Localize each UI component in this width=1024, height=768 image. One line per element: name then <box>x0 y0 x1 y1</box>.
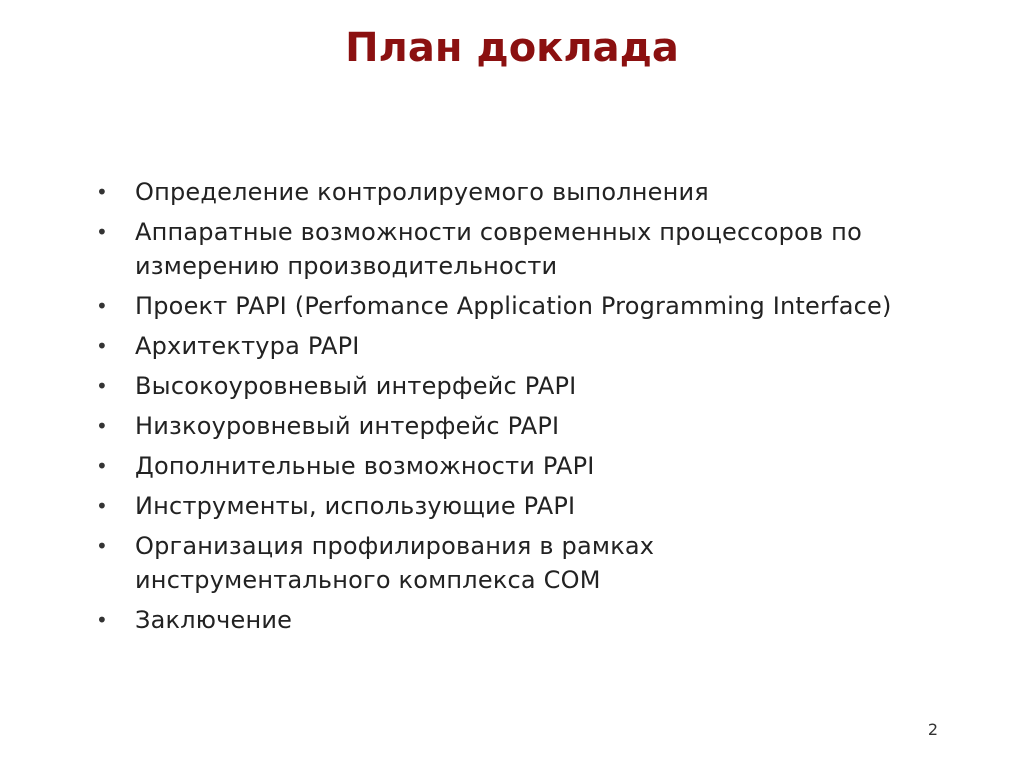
list-item <box>96 215 916 283</box>
list-item-text: Инструменты, использующие PAPI <box>135 492 576 520</box>
bullet-icon: • <box>96 334 108 358</box>
list-item-text: Архитектура PAPI <box>135 332 360 360</box>
list-item-text: Организация профилирования в рамках инструментального комплекса СОМ <box>135 532 655 594</box>
slide-title: План доклада <box>345 25 679 71</box>
list-item-text: Определение контролируемого выполнения <box>135 178 709 206</box>
list-item <box>96 289 916 323</box>
list-item-text: Дополнительные возможности PAPI <box>135 452 595 480</box>
list-item <box>96 329 916 363</box>
list-item-text: Высокоуровневый интерфейс PAPI <box>135 372 577 400</box>
bullet-icon: • <box>96 220 108 244</box>
agenda-list <box>96 175 916 643</box>
list-item <box>96 603 916 637</box>
bullet-icon: • <box>96 534 108 558</box>
bullet-icon: • <box>96 374 108 398</box>
list-item <box>96 449 916 483</box>
list-item-text: Аппаратные возможности современных процессоров по измерению производительности <box>135 218 862 280</box>
list-item-text: Заключение <box>135 606 293 634</box>
page-number: 2 <box>927 720 938 739</box>
list-item <box>96 175 916 209</box>
list-item <box>96 529 916 597</box>
list-item-text: Низкоуровневый интерфейс PAPI <box>135 412 560 440</box>
bullet-icon: • <box>96 494 108 518</box>
list-item-text: Проект PAPI (Perfomance Application Programming Interface) <box>135 292 892 320</box>
bullet-icon: • <box>96 608 108 632</box>
bullet-icon: • <box>96 414 108 438</box>
list-item <box>96 489 916 523</box>
list-item <box>96 409 916 443</box>
list-item <box>96 369 916 403</box>
bullet-icon: • <box>96 294 108 318</box>
bullet-icon: • <box>96 180 108 204</box>
bullet-icon: • <box>96 454 108 478</box>
